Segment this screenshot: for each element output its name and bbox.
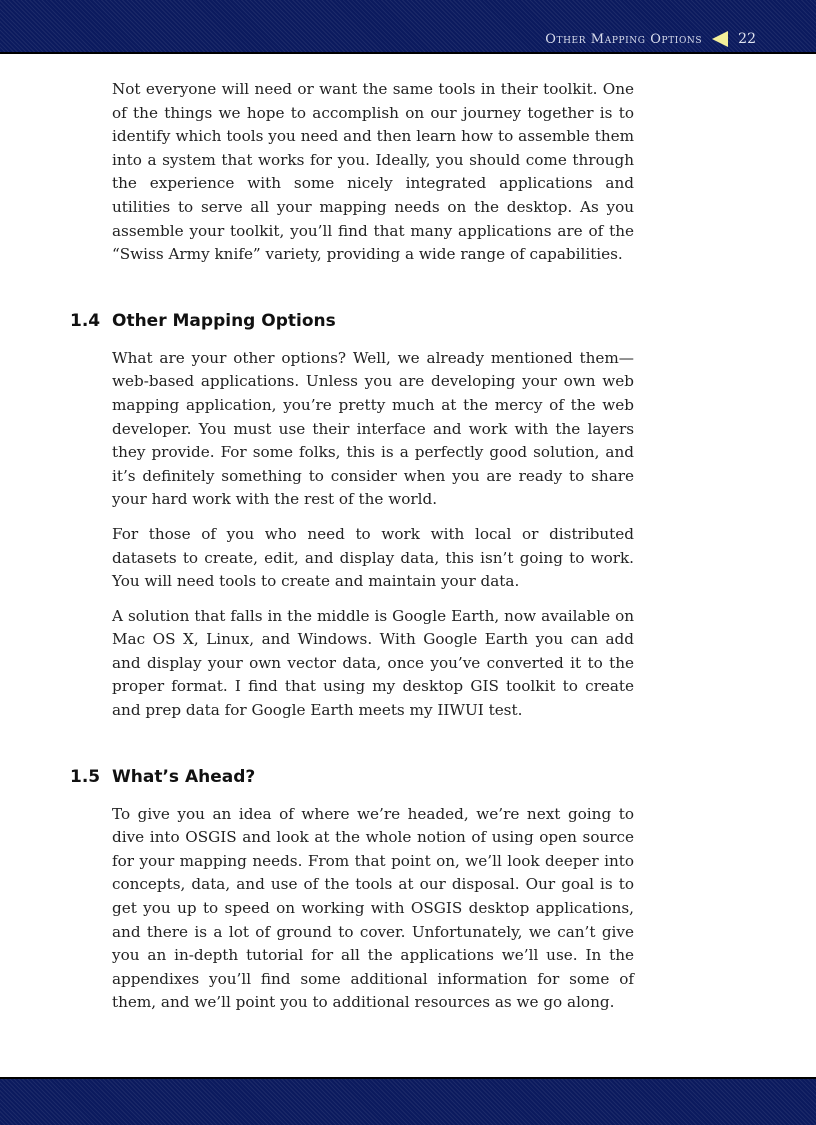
- intro-paragraph: Not everyone will need or want the same tools in their toolkit. One of the things we hope to accomplish on our journey together is to identify which tools you need and then learn how to assemble them into a system that works for you. Ideally, you should come through the experience with some nicely integrated applications and utilities to serve all your mapping needs on the desktop. As you assemble your toolkit, you’ll find that many applications are of the “Swiss Army knife” variety, providing a wide range of capabilities.: [112, 80, 634, 264]
- section-number: 1.5: [70, 766, 101, 787]
- header-bar: [0, 0, 816, 54]
- section-number: 1.4: [70, 310, 101, 331]
- header-content: [545, 27, 756, 51]
- page-content: [70, 78, 634, 1015]
- paragraph: For those of you who need to work with local or distributed datasets to create, edit, and display data, this isn’t going to work. You will need tools to create and maintain your data.: [112, 524, 634, 591]
- section-heading: [70, 765, 634, 789]
- section-title: Other Mapping Options: [112, 310, 336, 331]
- running-title: Other Mapping Options: [545, 31, 703, 47]
- section-1-4: [70, 309, 634, 723]
- footer-bar: [0, 1077, 816, 1125]
- section-title: What’s Ahead?: [112, 766, 256, 787]
- paragraph: To give you an idea of where we’re headed, we’re next going to dive into OSGIS and look at the whole notion of using open source for your mapping needs. From that point on, we’ll look deeper into concepts, data, and use of the tools at our disposal. Our goal is to get you up to speed on working with OSGIS desktop applications, and there is a lot of ground to cover. Unfortunately, we can’t give you an in-depth tutorial for all the applications we’ll use. In the appendixes you’ll find some additional information for some of them, and we’ll point you to additional resources as we go along.: [112, 804, 634, 1012]
- paragraph: A solution that falls in the middle is Google Earth, now available on Mac OS X, Linux, and Windows. With Google Earth you can add and display your own vector data, once you’ve converted it to the proper format. I find that using my desktop GIS toolkit to create and prep data for Google Earth meets my IIWUI test.: [112, 606, 634, 720]
- section-heading: [70, 309, 634, 333]
- section-1-5: [70, 765, 634, 1015]
- paragraph: What are your other options? Well, we already mentioned them—web-based applications. Unless you are developing your own web mapping application, you’re pretty much at the mercy of the web developer. You must use their interface and work with the layers they provide. For some folks, this is a perfectly good solution, and it’s definitely something to consider when you are ready to share your hard work with the rest of the world.: [112, 348, 634, 509]
- page-number: 22: [738, 31, 756, 47]
- back-arrow-icon[interactable]: [712, 31, 728, 47]
